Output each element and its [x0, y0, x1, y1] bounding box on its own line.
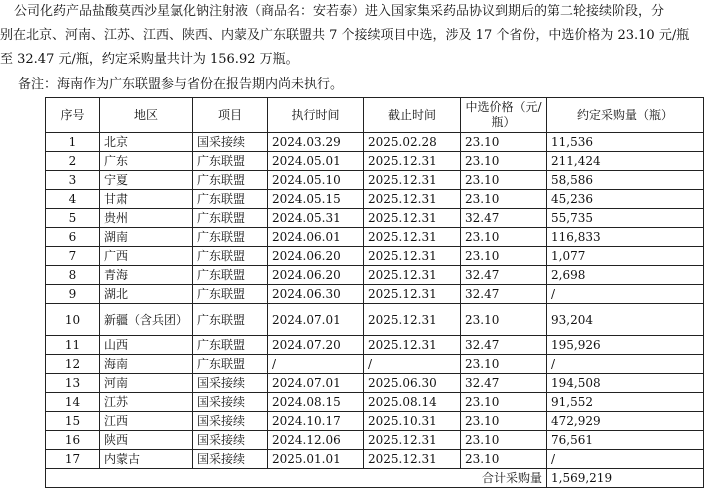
cell-qty: 76,561	[547, 431, 704, 450]
cell-price: 23.10	[461, 190, 547, 209]
cell-project: 广东联盟	[193, 228, 268, 247]
procurement-table	[45, 97, 704, 488]
cell-price: 23.10	[461, 431, 547, 450]
cell-region: 新疆（含兵团）	[100, 304, 193, 336]
cell-region: 广东	[100, 152, 193, 171]
cell-end: 2025.12.31	[364, 171, 461, 190]
cell-end: 2025.12.31	[364, 336, 461, 355]
table-row	[46, 133, 704, 152]
table-body	[46, 133, 704, 469]
cell-qty: 116,833	[547, 228, 704, 247]
cell-project: 广东联盟	[193, 336, 268, 355]
cell-no: 4	[46, 190, 100, 209]
cell-end: 2025.12.31	[364, 152, 461, 171]
cell-project: 国采接续	[193, 431, 268, 450]
cell-no: 5	[46, 209, 100, 228]
table-row	[46, 171, 704, 190]
total-row	[46, 469, 704, 488]
total-value: 1,569,219	[547, 469, 704, 488]
cell-price: 23.10	[461, 450, 547, 469]
header-region: 地区	[100, 98, 193, 133]
cell-project: 国采接续	[193, 450, 268, 469]
cell-end: 2025.12.31	[364, 209, 461, 228]
cell-start: 2024.05.31	[268, 209, 364, 228]
cell-no: 17	[46, 450, 100, 469]
cell-region: 海南	[100, 355, 193, 374]
cell-project: 国采接续	[193, 412, 268, 431]
cell-no: 2	[46, 152, 100, 171]
cell-project: 国采接续	[193, 393, 268, 412]
header-project: 项目	[193, 98, 268, 133]
cell-end: 2025.12.31	[364, 228, 461, 247]
cell-region: 广西	[100, 247, 193, 266]
cell-qty: 2,698	[547, 266, 704, 285]
cell-qty: /	[547, 355, 704, 374]
cell-end: 2025.12.31	[364, 431, 461, 450]
cell-project: 广东联盟	[193, 304, 268, 336]
cell-region: 河南	[100, 374, 193, 393]
table-row	[46, 266, 704, 285]
cell-no: 3	[46, 171, 100, 190]
cell-region: 北京	[100, 133, 193, 152]
cell-region: 内蒙古	[100, 450, 193, 469]
cell-end: 2025.12.31	[364, 450, 461, 469]
cell-price: 23.10	[461, 304, 547, 336]
cell-no: 16	[46, 431, 100, 450]
cell-price: 23.10	[461, 171, 547, 190]
cell-no: 9	[46, 285, 100, 304]
table-row	[46, 450, 704, 469]
cell-no: 10	[46, 304, 100, 336]
cell-start: /	[268, 355, 364, 374]
cell-start: 2024.05.10	[268, 171, 364, 190]
cell-price: 23.10	[461, 355, 547, 374]
cell-project: 广东联盟	[193, 247, 268, 266]
header-end: 截止时间	[364, 98, 461, 133]
header-start: 执行时间	[268, 98, 364, 133]
cell-start: 2025.01.01	[268, 450, 364, 469]
cell-start: 2024.10.17	[268, 412, 364, 431]
cell-end: 2025.12.31	[364, 247, 461, 266]
cell-region: 贵州	[100, 209, 193, 228]
cell-qty: 194,508	[547, 374, 704, 393]
cell-qty: 58,586	[547, 171, 704, 190]
cell-price: 23.10	[461, 412, 547, 431]
cell-price: 32.47	[461, 374, 547, 393]
cell-project: 广东联盟	[193, 285, 268, 304]
cell-start: 2024.12.06	[268, 431, 364, 450]
cell-price: 23.10	[461, 133, 547, 152]
cell-no: 11	[46, 336, 100, 355]
table-header-row	[46, 98, 704, 133]
cell-qty: 195,926	[547, 336, 704, 355]
note-line: 备注：海南作为广东联盟参与省份在报告期内尚未执行。	[18, 77, 344, 92]
cell-start: 2024.08.15	[268, 393, 364, 412]
table-row	[46, 431, 704, 450]
cell-region: 江苏	[100, 393, 193, 412]
cell-start: 2024.07.01	[268, 374, 364, 393]
intro-line-3: 至 32.47 元/瓶，约定采购量共计为 156.92 万瓶。	[0, 52, 299, 67]
cell-start: 2024.05.15	[268, 190, 364, 209]
cell-qty: 1,077	[547, 247, 704, 266]
cell-end: 2025.08.14	[364, 393, 461, 412]
cell-price: 32.47	[461, 266, 547, 285]
cell-end: /	[364, 355, 461, 374]
header-qty: 约定采购量（瓶）	[547, 98, 704, 133]
table-row	[46, 374, 704, 393]
cell-qty: 91,552	[547, 393, 704, 412]
intro-line-1: 公司化药产品盐酸莫西沙星氯化钠注射液（商品名：安若泰）进入国家集采药品协议到期后的第二轮接续阶段，分	[14, 4, 665, 19]
cell-region: 宁夏	[100, 171, 193, 190]
cell-price: 23.10	[461, 247, 547, 266]
table-row	[46, 304, 704, 336]
table-row	[46, 209, 704, 228]
cell-qty: 11,536	[547, 133, 704, 152]
cell-project: 广东联盟	[193, 190, 268, 209]
cell-region: 陕西	[100, 431, 193, 450]
cell-start: 2024.07.20	[268, 336, 364, 355]
cell-start: 2024.06.20	[268, 266, 364, 285]
total-label: 合计采购量	[46, 469, 547, 488]
cell-qty: /	[547, 450, 704, 469]
table-row	[46, 247, 704, 266]
table-row	[46, 355, 704, 374]
cell-qty: 45,236	[547, 190, 704, 209]
cell-end: 2025.06.30	[364, 374, 461, 393]
cell-price: 23.10	[461, 152, 547, 171]
cell-end: 2025.12.31	[364, 304, 461, 336]
table-row	[46, 190, 704, 209]
cell-project: 广东联盟	[193, 152, 268, 171]
cell-start: 2024.06.20	[268, 247, 364, 266]
cell-region: 江西	[100, 412, 193, 431]
cell-qty: /	[547, 285, 704, 304]
cell-price: 32.47	[461, 285, 547, 304]
cell-region: 湖北	[100, 285, 193, 304]
cell-qty: 472,929	[547, 412, 704, 431]
table-row	[46, 336, 704, 355]
cell-price: 23.10	[461, 228, 547, 247]
cell-qty: 211,424	[547, 152, 704, 171]
cell-no: 12	[46, 355, 100, 374]
cell-start: 2024.07.01	[268, 304, 364, 336]
cell-start: 2024.05.01	[268, 152, 364, 171]
table-row	[46, 393, 704, 412]
cell-price: 32.47	[461, 336, 547, 355]
cell-project: 国采接续	[193, 374, 268, 393]
table-row	[46, 152, 704, 171]
cell-start: 2024.03.29	[268, 133, 364, 152]
cell-project: 广东联盟	[193, 209, 268, 228]
cell-no: 14	[46, 393, 100, 412]
cell-project: 广东联盟	[193, 171, 268, 190]
cell-end: 2025.02.28	[364, 133, 461, 152]
cell-price: 23.10	[461, 393, 547, 412]
table-row	[46, 285, 704, 304]
cell-region: 山西	[100, 336, 193, 355]
cell-region: 湖南	[100, 228, 193, 247]
cell-no: 6	[46, 228, 100, 247]
cell-end: 2025.12.31	[364, 266, 461, 285]
cell-qty: 93,204	[547, 304, 704, 336]
cell-price: 32.47	[461, 209, 547, 228]
cell-qty: 55,735	[547, 209, 704, 228]
table-row	[46, 412, 704, 431]
cell-project: 国采接续	[193, 133, 268, 152]
cell-no: 1	[46, 133, 100, 152]
cell-start: 2024.06.01	[268, 228, 364, 247]
cell-no: 15	[46, 412, 100, 431]
cell-project: 广东联盟	[193, 355, 268, 374]
cell-project: 广东联盟	[193, 266, 268, 285]
cell-end: 2025.10.31	[364, 412, 461, 431]
cell-no: 8	[46, 266, 100, 285]
cell-end: 2025.12.31	[364, 190, 461, 209]
cell-region: 青海	[100, 266, 193, 285]
cell-end: 2025.12.31	[364, 285, 461, 304]
table-row	[46, 228, 704, 247]
cell-no: 7	[46, 247, 100, 266]
intro-line-2: 别在北京、河南、江苏、江西、陕西、内蒙及广东联盟共 7 个接续项目中选，涉及 17 个省份，中选价格为 23.10 元/瓶	[0, 28, 690, 43]
header-price: 中选价格（元/瓶）	[461, 98, 547, 133]
cell-start: 2024.06.30	[268, 285, 364, 304]
cell-no: 13	[46, 374, 100, 393]
header-no: 序号	[46, 98, 100, 133]
cell-region: 甘肃	[100, 190, 193, 209]
